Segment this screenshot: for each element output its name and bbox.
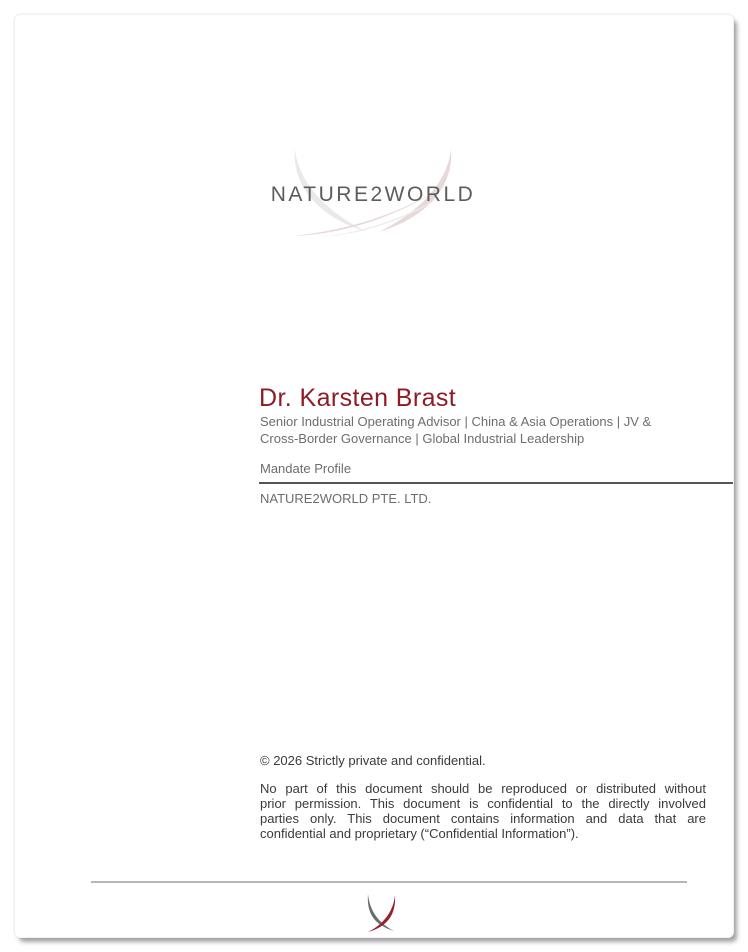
section-label: Mandate Profile	[260, 461, 352, 476]
section-divider	[259, 482, 733, 484]
page-title: Dr. Karsten Brast	[259, 384, 457, 412]
legal-line-1: No part of this document should be reproduced or distributed without	[260, 781, 706, 796]
legal-line-4: confidential and proprietary (“Confidential Information”).	[260, 825, 579, 841]
brand-logo	[263, 147, 483, 239]
footer-divider	[91, 881, 687, 883]
confidentiality-notice	[260, 782, 706, 842]
brand-wordmark: NATURE2WORLD	[270, 183, 476, 206]
subtitle-line-1: Senior Industrial Operating Advisor | China & Asia Operations | JV &	[260, 414, 652, 429]
legal-line-2: prior permission. This document is confidential to the directly involved	[260, 795, 706, 811]
copyright-notice: © 2026 Strictly private and confidential.	[260, 753, 486, 768]
company-name: NATURE2WORLD PTE. LTD.	[260, 491, 432, 506]
legal-line-3: parties only. This document contains information and data that are	[260, 810, 706, 826]
document-page	[14, 14, 734, 938]
subtitle-line-2: Cross-Border Governance | Global Industrial Leadership	[260, 430, 585, 446]
crossed-feathers-logo-icon	[359, 893, 403, 933]
page-subtitle	[260, 414, 651, 447]
